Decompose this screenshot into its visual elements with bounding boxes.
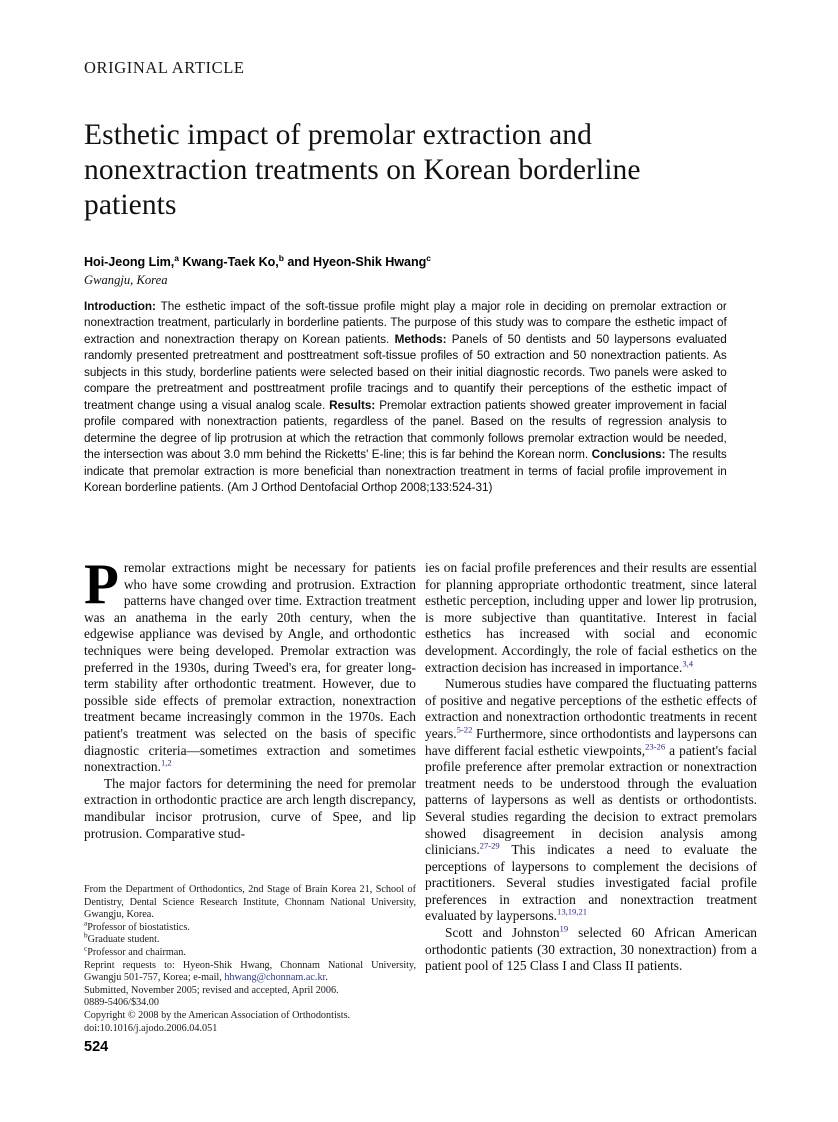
footnote-a-text: Professor of biostatistics.: [87, 921, 190, 933]
author-third: and Hyeon-Shik Hwang: [283, 255, 427, 269]
footnote-b-text: Graduate student.: [87, 934, 160, 946]
body-column-left: [84, 553, 416, 842]
footnote-marker-c: c: [84, 944, 88, 953]
article-type-label: ORIGINAL ARTICLE: [84, 58, 245, 77]
footnote-marker-a: a: [84, 919, 88, 928]
footnote-a: [84, 919, 416, 935]
author-first: Hoi-Jeong Lim,: [84, 255, 175, 269]
reference-marker[interactable]: 13,19,21: [557, 907, 588, 917]
abstract-label-methods: Methods:: [394, 331, 447, 346]
reference-marker[interactable]: 27-29: [479, 840, 500, 851]
paragraph-scott-johnston: [425, 925, 757, 975]
abstract-text-methods: Panels of 50 dentists and 50 laypersons evaluated randomly presented pretreatment and posttreatment soft-tissue profiles of 50 extraction and 50 nonextraction patients. As subjects in this study, borderline patients were selected based on their initial diagnostic records. Two panels were asked to compare the pretreatment and posttreatment profile tracings and to quantify their perceptions of the esthetic impact of treatment change using a visual analog scale.: [84, 331, 727, 412]
author-footnote-marker-a: a: [174, 252, 179, 263]
paragraph-numerous-studies: [425, 676, 757, 925]
abstract-label-conclusions: Conclusions:: [591, 447, 666, 462]
footnote-doi: doi:10.1016/j.ajodo.2006.04.051: [84, 1022, 218, 1034]
abstract-label-results: Results:: [329, 397, 376, 412]
footnote-c-text: Professor and chairman.: [87, 946, 186, 958]
author-footnote-marker-c: c: [426, 252, 431, 263]
drop-cap: P: [84, 553, 119, 616]
footnote-reprint-requests: [84, 960, 416, 985]
paragraph-segment: selected 60 African American orthodontic patients (30 extraction, 30 nonextraction) from a patient pool of 125 Class I and Class II patients.: [425, 925, 757, 974]
reference-marker[interactable]: 3,4: [682, 658, 694, 669]
footnote-marker-b: b: [84, 931, 88, 940]
paragraph-segment: Furthermore, since orthodontists and laypersons can have different facial esthetic viewpoints,: [425, 725, 757, 758]
paragraph-intro: [84, 553, 416, 776]
author-second: Kwang-Taek Ko,: [178, 255, 279, 269]
abstract-text-introduction: The esthetic impact of the soft-tissue profile might play a major role in deciding on premolar extraction or nonextraction treatment, particularly in borderline patients. The purpose of this study was to compare the esthetic impact of extraction and nonextraction therapy on Korean patients.: [84, 299, 727, 346]
affiliation-location: Gwangju, Korea: [84, 273, 168, 287]
reference-marker[interactable]: 1,2: [160, 757, 172, 768]
reference-marker[interactable]: 19: [559, 923, 569, 934]
paragraph-continued: [425, 560, 757, 676]
paragraph-continued-text: ies on facial profile preferences and their results are essential for planning appropriate orthodontic treatment, since lateral esthetic perception, including upper and lower lip protrusion, is more subjective than quantitative. Interest in facial esthetics has increased with social and economic development. Accordingly, the role of facial esthetics on the extraction decision has increased in importance.: [425, 560, 757, 675]
paragraph-segment: Numerous studies have compared the fluctuating patterns of positive and negative perceptions of the esthetic effects of extraction and nonextraction orthodontic treatments in recent years.: [425, 676, 757, 741]
footnote-block: [84, 884, 416, 1035]
reference-marker[interactable]: 5-22: [456, 724, 473, 735]
paragraph-major-factors: The major factors for determining the need for premolar extraction in orthodontic practice are arch length discrepancy, mandibular incisor protrusion, curve of Spee, and lip protrusion. Comparative stud-: [84, 775, 416, 841]
author-footnote-marker-b: b: [278, 252, 284, 263]
footnote-b: [84, 931, 416, 947]
reprint-text-end: .: [325, 972, 328, 984]
paragraph-segment: Scott and Johnston: [445, 925, 560, 941]
body-column-right: [425, 560, 757, 975]
page-number: 524: [84, 1039, 109, 1055]
page-title: Esthetic impact of premolar extraction and nonextraction treatments on Korean borderline patients: [84, 119, 641, 221]
footnote-c: [84, 944, 416, 960]
abstract-label-introduction: Introduction:: [84, 299, 156, 313]
footnote-issn: 0889-5406/$34.00: [84, 997, 159, 1009]
reprint-text: Reprint requests to: Hyeon-Shik Hwang, Chonnam National University, Gwangju 501-757, Korea; e-mail,: [84, 959, 416, 984]
reference-marker[interactable]: 23-26: [645, 741, 666, 752]
author-list: [84, 252, 744, 269]
footnote-from: From the Department of Orthodontics, 2nd Stage of Brain Korea 21, School of Dentistry, Dental Science Research Institute, Chonnam National University, Gwangju, Korea.: [84, 884, 416, 921]
abstract-text-results: Premolar extraction patients showed greater improvement in facial profile compared with nonextraction patients, regardless of the panel. Based on the results of regression analysis to determine the degree of lip protrusion at which the retraction that commonly follows premolar extraction would be needed, the intersection was about 3.0 mm behind the Ricketts' E-line; this is far behind the Korean norm.: [84, 397, 727, 462]
footnote-submitted: Submitted, November 2005; revised and accepted, April 2006.: [84, 984, 339, 996]
abstract: [84, 298, 727, 495]
paragraph-segment: This indicates a need to evaluate the perceptions of laypersons to complement the decisions of practitioners. Several studies investigated facial profile preferences in extraction and nonextraction treatment evaluated by laypersons.: [425, 842, 757, 924]
paragraph-segment: a patient's facial profile preference after premolar extraction or nonextraction treatment needs to be understood through the evaluation patterns of laypersons as well as dentists or orthodontists. Several studies regarding the decision to extract premolars showed disagreement in decision analysis among clinicians.: [425, 742, 757, 858]
footnote-copyright: Copyright © 2008 by the American Association of Orthodontists.: [84, 1009, 351, 1021]
abstract-text-conclusions: The results indicate that premolar extraction is more beneficial than nonextraction treatment in terms of facial profile improvement in Korean borderline patients. (Am J Orthod Dentofacial Orthop 2008;133:524-31): [84, 447, 727, 494]
paragraph-intro-text: remolar extractions might be necessary for patients who have some crowding and protrusion. Extraction patterns have changed over time. Extraction treatment was an anathema in the early 20th century, when the edgewise appliance was devised by Angle, and orthodontic techniques were being developed. Premolar extraction was preferred in the 1930s, during Tweed's era, for greater long-term stability after orthodontic treatment. However, due to possible side effects of premolar extraction, nonextraction treatment became increasingly common in the 1970s. Each patient's treatment was selected on the basis of specific diagnostic criteria—sometimes extraction and sometimes nonextraction.: [84, 560, 416, 775]
email-link[interactable]: hhwang@chonnam.ac.kr: [224, 972, 326, 984]
